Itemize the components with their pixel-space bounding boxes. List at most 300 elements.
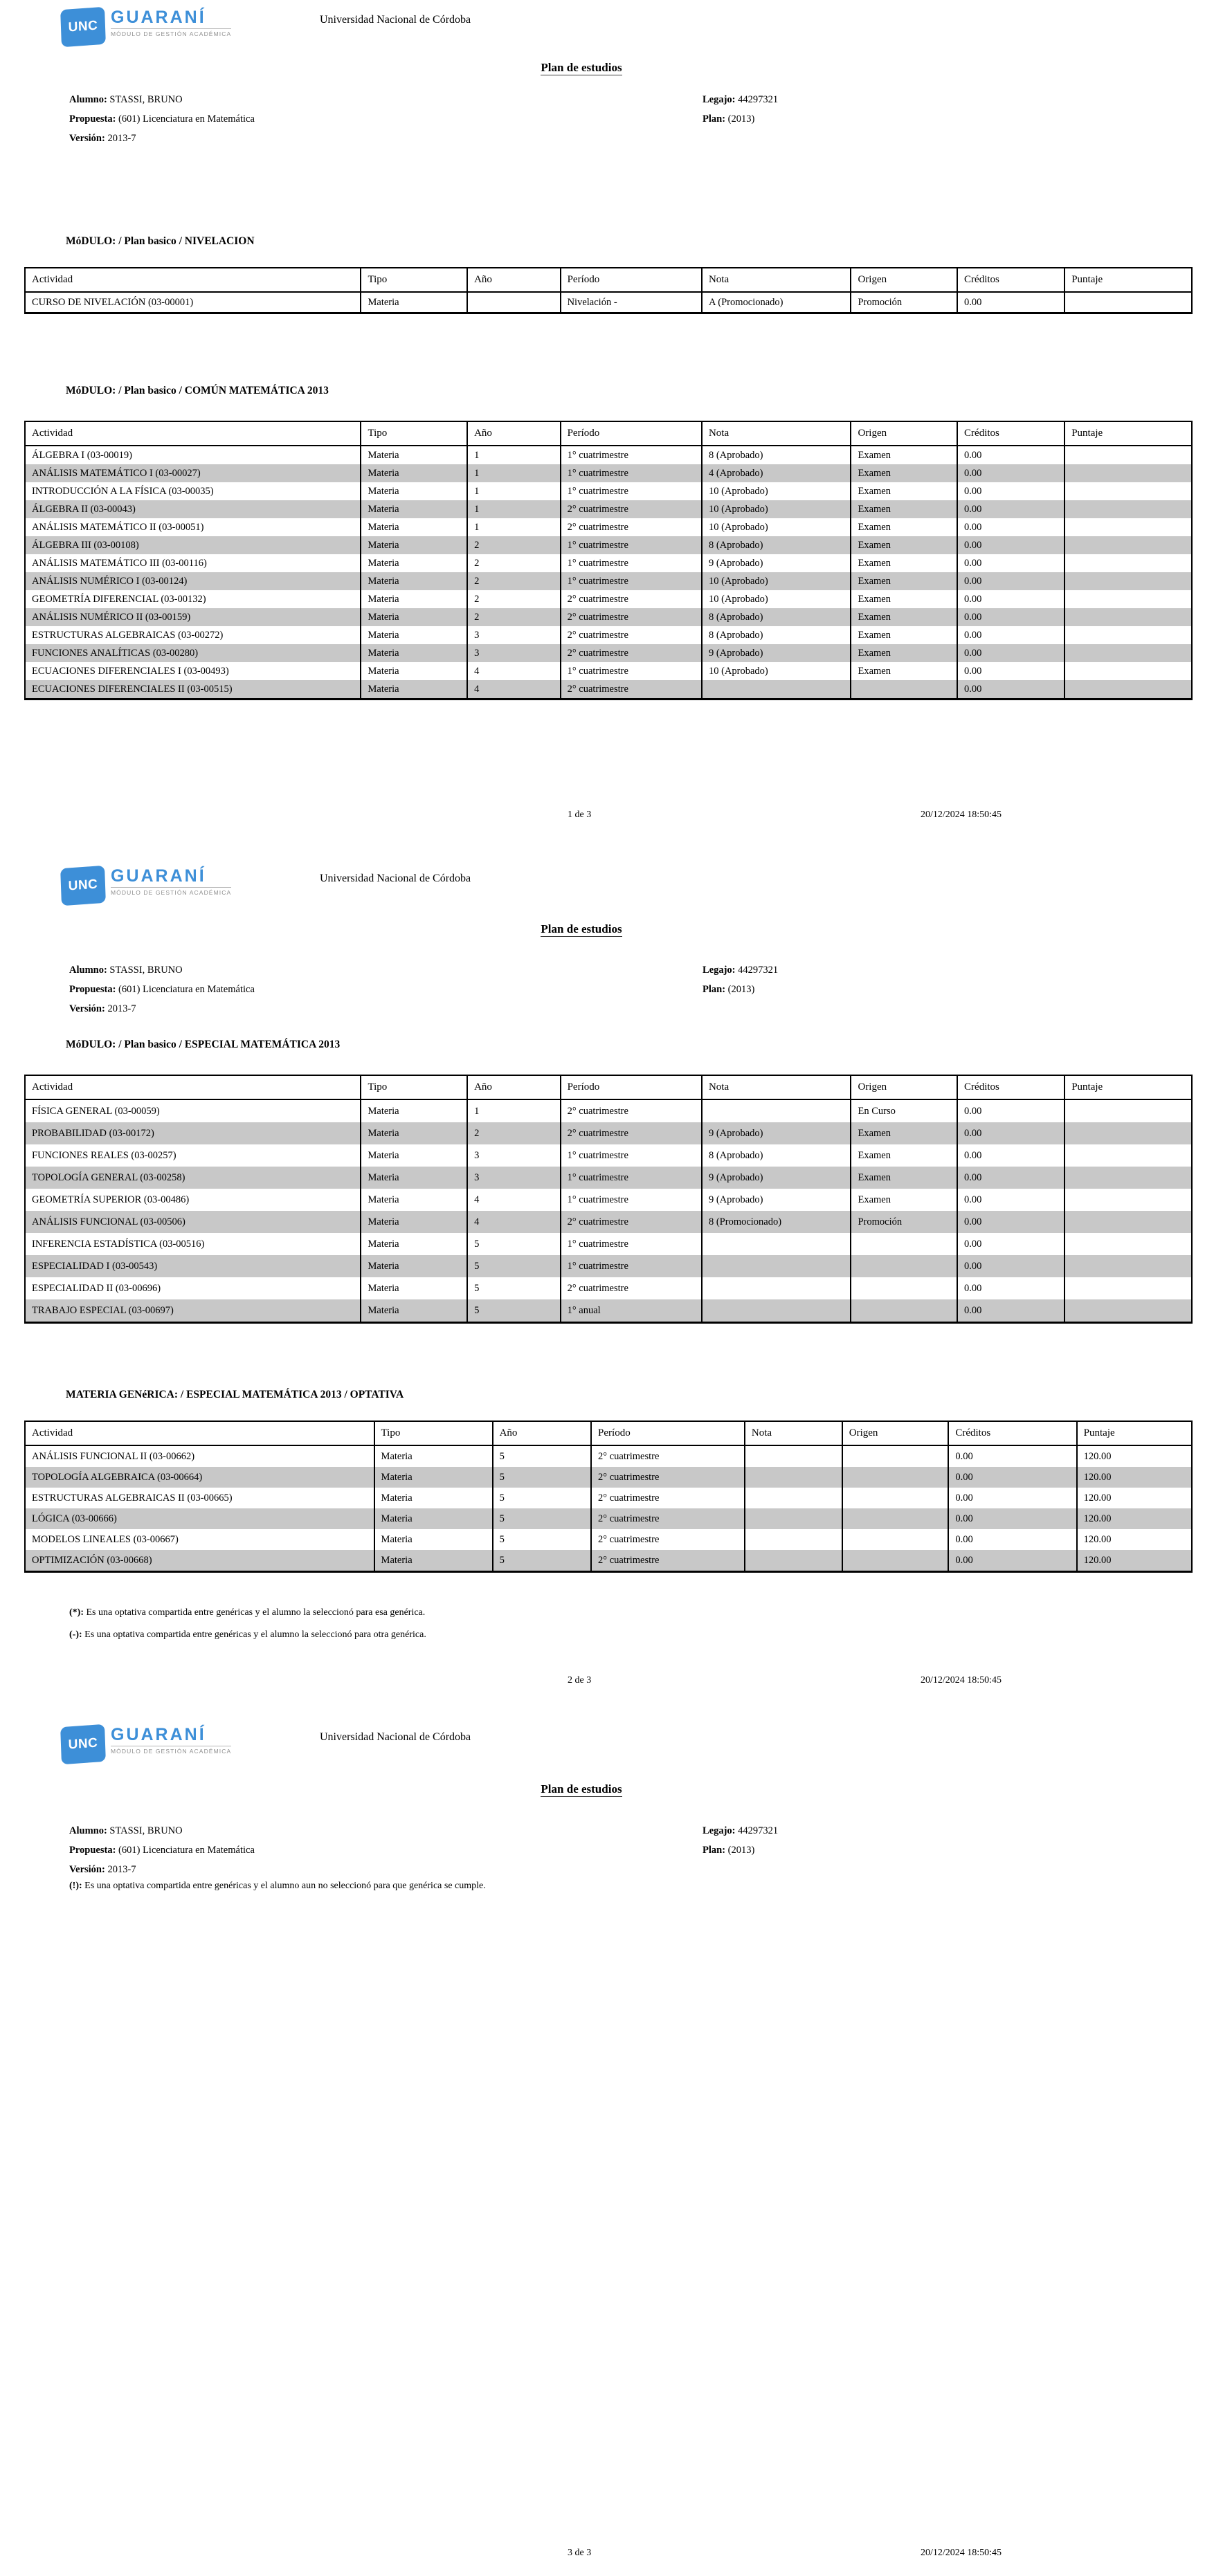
- unc-guarani-logo: [61, 8, 231, 46]
- table-row: [25, 1099, 1192, 1122]
- table-row: [25, 572, 1192, 590]
- university-name: Universidad Nacional de Córdoba: [320, 1731, 471, 1743]
- cell: Promoción: [851, 292, 957, 313]
- cell: 1° anual: [561, 1299, 702, 1323]
- footnote-marker: (!):: [69, 1881, 82, 1891]
- cell: 0.00: [957, 1255, 1064, 1277]
- cell: 1: [467, 1099, 561, 1122]
- cell: 0.00: [957, 518, 1064, 536]
- report-title: [0, 61, 1163, 75]
- table-row: [25, 292, 1192, 313]
- legajo-value: 44297321: [738, 1825, 779, 1836]
- cell: 0.00: [957, 536, 1064, 554]
- table-optativa: [24, 1421, 1193, 1573]
- cell: Examen: [851, 590, 957, 608]
- report-title: [0, 922, 1163, 936]
- cell: [1064, 464, 1192, 482]
- cell: 4: [467, 1189, 561, 1211]
- cell: LÓGICA (03-00666): [32, 1513, 117, 1524]
- cell: 2: [467, 572, 561, 590]
- cell: [745, 1488, 842, 1508]
- student-info: [69, 90, 1107, 148]
- cell: CURSO DE NIVELACIÓN (03-00001): [32, 296, 194, 308]
- column-header: Tipo: [361, 1075, 467, 1099]
- version-value: 2013-7: [107, 1003, 136, 1014]
- table-row: [25, 1488, 1192, 1508]
- cell: 5: [493, 1508, 591, 1529]
- plan-value: (2013): [727, 113, 755, 125]
- version-label: Versión:: [69, 1003, 105, 1014]
- table-row: [25, 1299, 1192, 1323]
- cell: 8 (Promocionado): [702, 1211, 851, 1233]
- footnote-text: Es una optativa compartida entre genéricas y el alumno aun no seleccionó para que genérica se cumple.: [82, 1881, 486, 1891]
- footnote-text: Es una optativa compartida entre genéricas y el alumno la seleccionó para otra genérica.: [82, 1629, 426, 1640]
- cell: 120.00: [1077, 1529, 1192, 1550]
- university-name: Universidad Nacional de Córdoba: [320, 873, 471, 884]
- propuesta-value: (601) Licenciatura en Matemática: [118, 113, 255, 125]
- cell: [842, 1529, 949, 1550]
- logo-brand: GUARANÍ: [111, 866, 206, 886]
- cell: 1: [467, 482, 561, 500]
- cell: Examen: [851, 1189, 957, 1211]
- cell: 9 (Aprobado): [702, 1167, 851, 1189]
- cell: 2° cuatrimestre: [591, 1467, 745, 1488]
- cell: [702, 1233, 851, 1255]
- cell: ECUACIONES DIFERENCIALES II (03-00515): [32, 683, 233, 695]
- cell: [851, 1233, 957, 1255]
- cell: 0.00: [957, 464, 1064, 482]
- cell: 0.00: [948, 1467, 1076, 1488]
- logo-subtitle: MÓDULO DE GESTIÓN ACADÉMICA: [111, 1746, 231, 1755]
- propuesta-label: Propuesta:: [69, 1845, 116, 1856]
- table-row: [25, 608, 1192, 626]
- table-row: [25, 500, 1192, 518]
- cell: Materia: [361, 1099, 467, 1122]
- version-label: Versión:: [69, 1864, 105, 1875]
- cell: 2° cuatrimestre: [591, 1508, 745, 1529]
- unc-badge-icon: [60, 7, 106, 47]
- table-row: [25, 1550, 1192, 1572]
- cell: 8 (Aprobado): [702, 626, 851, 644]
- cell: [1064, 1167, 1192, 1189]
- logo-brand: GUARANÍ: [111, 1725, 206, 1744]
- cell: Examen: [851, 554, 957, 572]
- cell: Materia: [374, 1550, 493, 1572]
- cell: Materia: [361, 572, 467, 590]
- cell: Promoción: [851, 1211, 957, 1233]
- cell: 0.00: [957, 1122, 1064, 1144]
- column-header: Año: [493, 1421, 591, 1445]
- cell: 5: [493, 1488, 591, 1508]
- student-row: [69, 129, 1107, 148]
- cell: Materia: [361, 1299, 467, 1323]
- table-row: [25, 1167, 1192, 1189]
- column-header: Créditos: [948, 1421, 1076, 1445]
- column-header: Actividad: [25, 1421, 374, 1445]
- table-row: [25, 1529, 1192, 1550]
- logo-subtitle: MÓDULO DE GESTIÓN ACADÉMICA: [111, 28, 231, 37]
- column-header: Nota: [702, 268, 851, 292]
- column-header: Tipo: [361, 268, 467, 292]
- cell: 0.00: [957, 292, 1064, 313]
- header-row: [25, 1075, 1192, 1099]
- cell: 9 (Aprobado): [702, 1122, 851, 1144]
- footnote-marker: (-):: [69, 1629, 82, 1640]
- cell: ESTRUCTURAS ALGEBRAICAS II (03-00665): [32, 1492, 233, 1504]
- cell: 2° cuatrimestre: [561, 608, 702, 626]
- cell: Materia: [361, 1277, 467, 1299]
- cell: [851, 1255, 957, 1277]
- unc-badge-icon: [60, 866, 106, 906]
- cell: 0.00: [957, 1167, 1064, 1189]
- page-number: 3 de 3: [568, 2548, 592, 2558]
- cell: 0.00: [957, 482, 1064, 500]
- cell: Materia: [374, 1529, 493, 1550]
- cell: [745, 1467, 842, 1488]
- cell: [842, 1550, 949, 1572]
- cell: 0.00: [957, 1144, 1064, 1167]
- cell: 1° cuatrimestre: [561, 1167, 702, 1189]
- table-row: [25, 644, 1192, 662]
- cell: [1064, 590, 1192, 608]
- cell: [1064, 554, 1192, 572]
- cell: Examen: [851, 1167, 957, 1189]
- table-row: [25, 1144, 1192, 1167]
- cell: [1064, 446, 1192, 464]
- cell: 4: [467, 1211, 561, 1233]
- table-row: [25, 1467, 1192, 1488]
- table-row: [25, 464, 1192, 482]
- cell: [1064, 662, 1192, 680]
- cell: 10 (Aprobado): [702, 662, 851, 680]
- logo-text: [111, 8, 231, 37]
- cell: Examen: [851, 464, 957, 482]
- footnote-star: [69, 1607, 425, 1618]
- cell: 8 (Aprobado): [702, 536, 851, 554]
- cell: 0.00: [957, 1211, 1064, 1233]
- student-row: [69, 1821, 1107, 1840]
- cell: Examen: [851, 1122, 957, 1144]
- cell: 2° cuatrimestre: [561, 1211, 702, 1233]
- cell: Materia: [361, 536, 467, 554]
- header-row: [25, 421, 1192, 446]
- cell: 5: [467, 1255, 561, 1277]
- cell: [851, 1277, 957, 1299]
- column-header: Puntaje: [1064, 268, 1192, 292]
- column-header: Nota: [702, 421, 851, 446]
- cell: [467, 292, 561, 313]
- legajo-label: Legajo:: [703, 965, 736, 976]
- cell: 1° cuatrimestre: [561, 662, 702, 680]
- table-row: [25, 446, 1192, 464]
- cell: [1064, 500, 1192, 518]
- student-row: [69, 999, 1107, 1018]
- cell: En Curso: [851, 1099, 957, 1122]
- cell: Materia: [374, 1467, 493, 1488]
- cell: ESPECIALIDAD II (03-00696): [32, 1282, 161, 1294]
- cell: MODELOS LINEALES (03-00667): [32, 1533, 179, 1545]
- cell: Materia: [361, 500, 467, 518]
- column-header: Nota: [702, 1075, 851, 1099]
- cell: Materia: [361, 1167, 467, 1189]
- page-number: 2 de 3: [568, 1675, 592, 1686]
- cell: 0.00: [948, 1550, 1076, 1572]
- cell: Materia: [374, 1488, 493, 1508]
- cell: 1° cuatrimestre: [561, 446, 702, 464]
- column-header: Créditos: [957, 268, 1064, 292]
- unc-badge-icon: [60, 1724, 106, 1764]
- table-row: [25, 626, 1192, 644]
- propuesta-value: (601) Licenciatura en Matemática: [118, 1845, 255, 1856]
- cell: [1064, 1299, 1192, 1323]
- unc-guarani-logo: [61, 1726, 231, 1763]
- cell: 2: [467, 536, 561, 554]
- cell: 120.00: [1077, 1550, 1192, 1572]
- cell: [1064, 626, 1192, 644]
- column-header: Puntaje: [1077, 1421, 1192, 1445]
- university-name: Universidad Nacional de Córdoba: [320, 14, 471, 26]
- cell: ANÁLISIS NUMÉRICO II (03-00159): [32, 611, 191, 623]
- cell: 0.00: [957, 1277, 1064, 1299]
- cell: 120.00: [1077, 1508, 1192, 1529]
- plan-group: [703, 980, 754, 999]
- plan-group: [703, 109, 754, 129]
- cell: 1° cuatrimestre: [561, 536, 702, 554]
- plan-value: (2013): [727, 984, 755, 995]
- footnote-marker: (*):: [69, 1607, 84, 1618]
- plan-group: [703, 1840, 754, 1860]
- cell: Examen: [851, 626, 957, 644]
- cell: 1: [467, 446, 561, 464]
- table-row: [25, 536, 1192, 554]
- column-header: Período: [561, 268, 702, 292]
- cell: 1° cuatrimestre: [561, 1189, 702, 1211]
- cell: 0.00: [957, 662, 1064, 680]
- alumno-label: Alumno:: [69, 1825, 107, 1836]
- column-header: Actividad: [25, 268, 361, 292]
- cell: Materia: [361, 1211, 467, 1233]
- column-header: Nota: [745, 1421, 842, 1445]
- module-heading-especial: MóDULO: / Plan basico / ESPECIAL MATEMÁTICA 2013: [66, 1039, 341, 1050]
- cell: 1° cuatrimestre: [561, 1144, 702, 1167]
- cell: [1064, 1144, 1192, 1167]
- logo-brand: GUARANÍ: [111, 8, 206, 27]
- cell: Examen: [851, 662, 957, 680]
- column-header: Origen: [851, 268, 957, 292]
- plan-label: Plan:: [703, 1845, 726, 1856]
- table-row: [25, 1255, 1192, 1277]
- table-row: [25, 1445, 1192, 1467]
- unc-badge-label: UNC: [68, 877, 98, 894]
- cell: ANÁLISIS FUNCIONAL II (03-00662): [32, 1450, 195, 1462]
- logo-subtitle: MÓDULO DE GESTIÓN ACADÉMICA: [111, 887, 231, 896]
- plan-label: Plan:: [703, 113, 726, 125]
- column-header: Año: [467, 421, 561, 446]
- student-row: [69, 1860, 1107, 1879]
- cell: [1064, 292, 1192, 313]
- header-row: [25, 1421, 1192, 1445]
- cell: 3: [467, 644, 561, 662]
- cell: 2° cuatrimestre: [561, 1099, 702, 1122]
- legajo-group: [703, 90, 778, 109]
- logo-text: [111, 1726, 231, 1755]
- table-row: [25, 1233, 1192, 1255]
- cell: 9 (Aprobado): [702, 1189, 851, 1211]
- cell: INFERENCIA ESTADÍSTICA (03-00516): [32, 1238, 205, 1250]
- table-row: [25, 1277, 1192, 1299]
- alumno-label: Alumno:: [69, 94, 107, 105]
- cell: ÁLGEBRA II (03-00043): [32, 503, 136, 515]
- cell: ANÁLISIS NUMÉRICO I (03-00124): [32, 575, 188, 587]
- cell: 1° cuatrimestre: [561, 1255, 702, 1277]
- column-header: Créditos: [957, 1075, 1064, 1099]
- cell: 2° cuatrimestre: [591, 1445, 745, 1467]
- footnote-text: Es una optativa compartida entre genéricas y el alumno la seleccionó para esa genérica.: [84, 1607, 426, 1618]
- cell: Materia: [374, 1445, 493, 1467]
- cell: 3: [467, 626, 561, 644]
- column-header: Origen: [851, 1075, 957, 1099]
- cell: [1064, 1233, 1192, 1255]
- cell: 5: [493, 1529, 591, 1550]
- table-row: [25, 1189, 1192, 1211]
- cell: ANÁLISIS MATEMÁTICO I (03-00027): [32, 467, 201, 479]
- cell: FUNCIONES REALES (03-00257): [32, 1149, 176, 1161]
- student-info: [69, 960, 1107, 1018]
- cell: 0.00: [948, 1445, 1076, 1467]
- cell: 0.00: [957, 590, 1064, 608]
- column-header: Período: [561, 1075, 702, 1099]
- cell: Materia: [361, 554, 467, 572]
- cell: 2° cuatrimestre: [591, 1529, 745, 1550]
- unc-badge-label: UNC: [68, 1735, 98, 1753]
- table-nivelacion: [24, 267, 1193, 314]
- logo-text: [111, 867, 231, 896]
- cell: 10 (Aprobado): [702, 590, 851, 608]
- cell: 2° cuatrimestre: [591, 1488, 745, 1508]
- cell: TOPOLOGÍA GENERAL (03-00258): [32, 1171, 185, 1183]
- cell: ANÁLISIS FUNCIONAL (03-00506): [32, 1216, 185, 1227]
- footnote-dash: [69, 1629, 426, 1641]
- cell: 0.00: [957, 680, 1064, 700]
- version-label: Versión:: [69, 133, 105, 144]
- cell: 4: [467, 662, 561, 680]
- footnote-bang: [69, 1881, 486, 1892]
- alumno-value: STASSI, BRUNO: [109, 94, 183, 105]
- cell: FÍSICA GENERAL (03-00059): [32, 1105, 160, 1117]
- cell: 120.00: [1077, 1467, 1192, 1488]
- cell: A (Promocionado): [702, 292, 851, 313]
- cell: [1064, 518, 1192, 536]
- student-info: [69, 1821, 1107, 1879]
- cell: 0.00: [957, 1099, 1064, 1122]
- cell: Examen: [851, 482, 957, 500]
- cell: 0.00: [957, 1299, 1064, 1323]
- cell: 4 (Aprobado): [702, 464, 851, 482]
- report-page-1: [0, 0, 1214, 859]
- cell: 9 (Aprobado): [702, 554, 851, 572]
- cell: [1064, 680, 1192, 700]
- column-header: Puntaje: [1064, 1075, 1192, 1099]
- cell: 2: [467, 554, 561, 572]
- cell: [702, 1277, 851, 1299]
- cell: 10 (Aprobado): [702, 518, 851, 536]
- column-header: Año: [467, 268, 561, 292]
- table-row: [25, 554, 1192, 572]
- legajo-label: Legajo:: [703, 94, 736, 105]
- cell: 0.00: [957, 1189, 1064, 1211]
- report-title: [0, 1782, 1163, 1796]
- cell: 0.00: [957, 608, 1064, 626]
- table-comun-matematica: [24, 421, 1193, 700]
- cell: 2° cuatrimestre: [561, 644, 702, 662]
- cell: 2: [467, 608, 561, 626]
- cell: [1064, 1255, 1192, 1277]
- cell: [851, 1299, 957, 1323]
- cell: 5: [467, 1299, 561, 1323]
- cell: 0.00: [948, 1488, 1076, 1508]
- cell: 5: [467, 1277, 561, 1299]
- table-row: [25, 518, 1192, 536]
- cell: 3: [467, 1144, 561, 1167]
- module-heading-comun: MóDULO: / Plan basico / COMÚN MATEMÁTICA 2013: [66, 385, 329, 396]
- cell: 1: [467, 500, 561, 518]
- cell: 0.00: [957, 446, 1064, 464]
- page-number: 1 de 3: [568, 810, 592, 820]
- column-header: Actividad: [25, 421, 361, 446]
- cell: 10 (Aprobado): [702, 572, 851, 590]
- cell: Nivelación -: [561, 292, 702, 313]
- cell: 2° cuatrimestre: [561, 1277, 702, 1299]
- cell: ESPECIALIDAD I (03-00543): [32, 1260, 158, 1272]
- cell: ANÁLISIS MATEMÁTICO II (03-00051): [32, 521, 204, 533]
- cell: Examen: [851, 536, 957, 554]
- cell: ÁLGEBRA III (03-00108): [32, 539, 139, 551]
- cell: [842, 1508, 949, 1529]
- cell: TOPOLOGÍA ALGEBRAICA (03-00664): [32, 1471, 203, 1483]
- cell: 1° cuatrimestre: [561, 1233, 702, 1255]
- cell: [745, 1445, 842, 1467]
- cell: 2° cuatrimestre: [591, 1550, 745, 1572]
- cell: PROBABILIDAD (03-00172): [32, 1127, 154, 1139]
- legajo-value: 44297321: [738, 965, 779, 976]
- legajo-label: Legajo:: [703, 1825, 736, 1836]
- unc-badge-label: UNC: [68, 18, 98, 35]
- cell: FUNCIONES ANALÍTICAS (03-00280): [32, 647, 199, 659]
- cell: ESTRUCTURAS ALGEBRAICAS (03-00272): [32, 629, 224, 641]
- column-header: Período: [561, 421, 702, 446]
- cell: Examen: [851, 1144, 957, 1167]
- cell: 2° cuatrimestre: [561, 680, 702, 700]
- plan-label: Plan:: [703, 984, 726, 995]
- cell: Materia: [361, 1255, 467, 1277]
- cell: 2° cuatrimestre: [561, 500, 702, 518]
- cell: [1064, 1122, 1192, 1144]
- cell: 8 (Aprobado): [702, 446, 851, 464]
- cell: 5: [493, 1467, 591, 1488]
- cell: [1064, 1189, 1192, 1211]
- cell: 1° cuatrimestre: [561, 482, 702, 500]
- cell: 0.00: [957, 500, 1064, 518]
- cell: Examen: [851, 446, 957, 464]
- cell: 1° cuatrimestre: [561, 554, 702, 572]
- cell: Materia: [361, 446, 467, 464]
- table-row: [25, 1122, 1192, 1144]
- table-row: [25, 680, 1192, 700]
- cell: [1064, 482, 1192, 500]
- cell: Materia: [374, 1508, 493, 1529]
- cell: ECUACIONES DIFERENCIALES I (03-00493): [32, 665, 229, 677]
- report-title-text: Plan de estudios: [541, 61, 622, 74]
